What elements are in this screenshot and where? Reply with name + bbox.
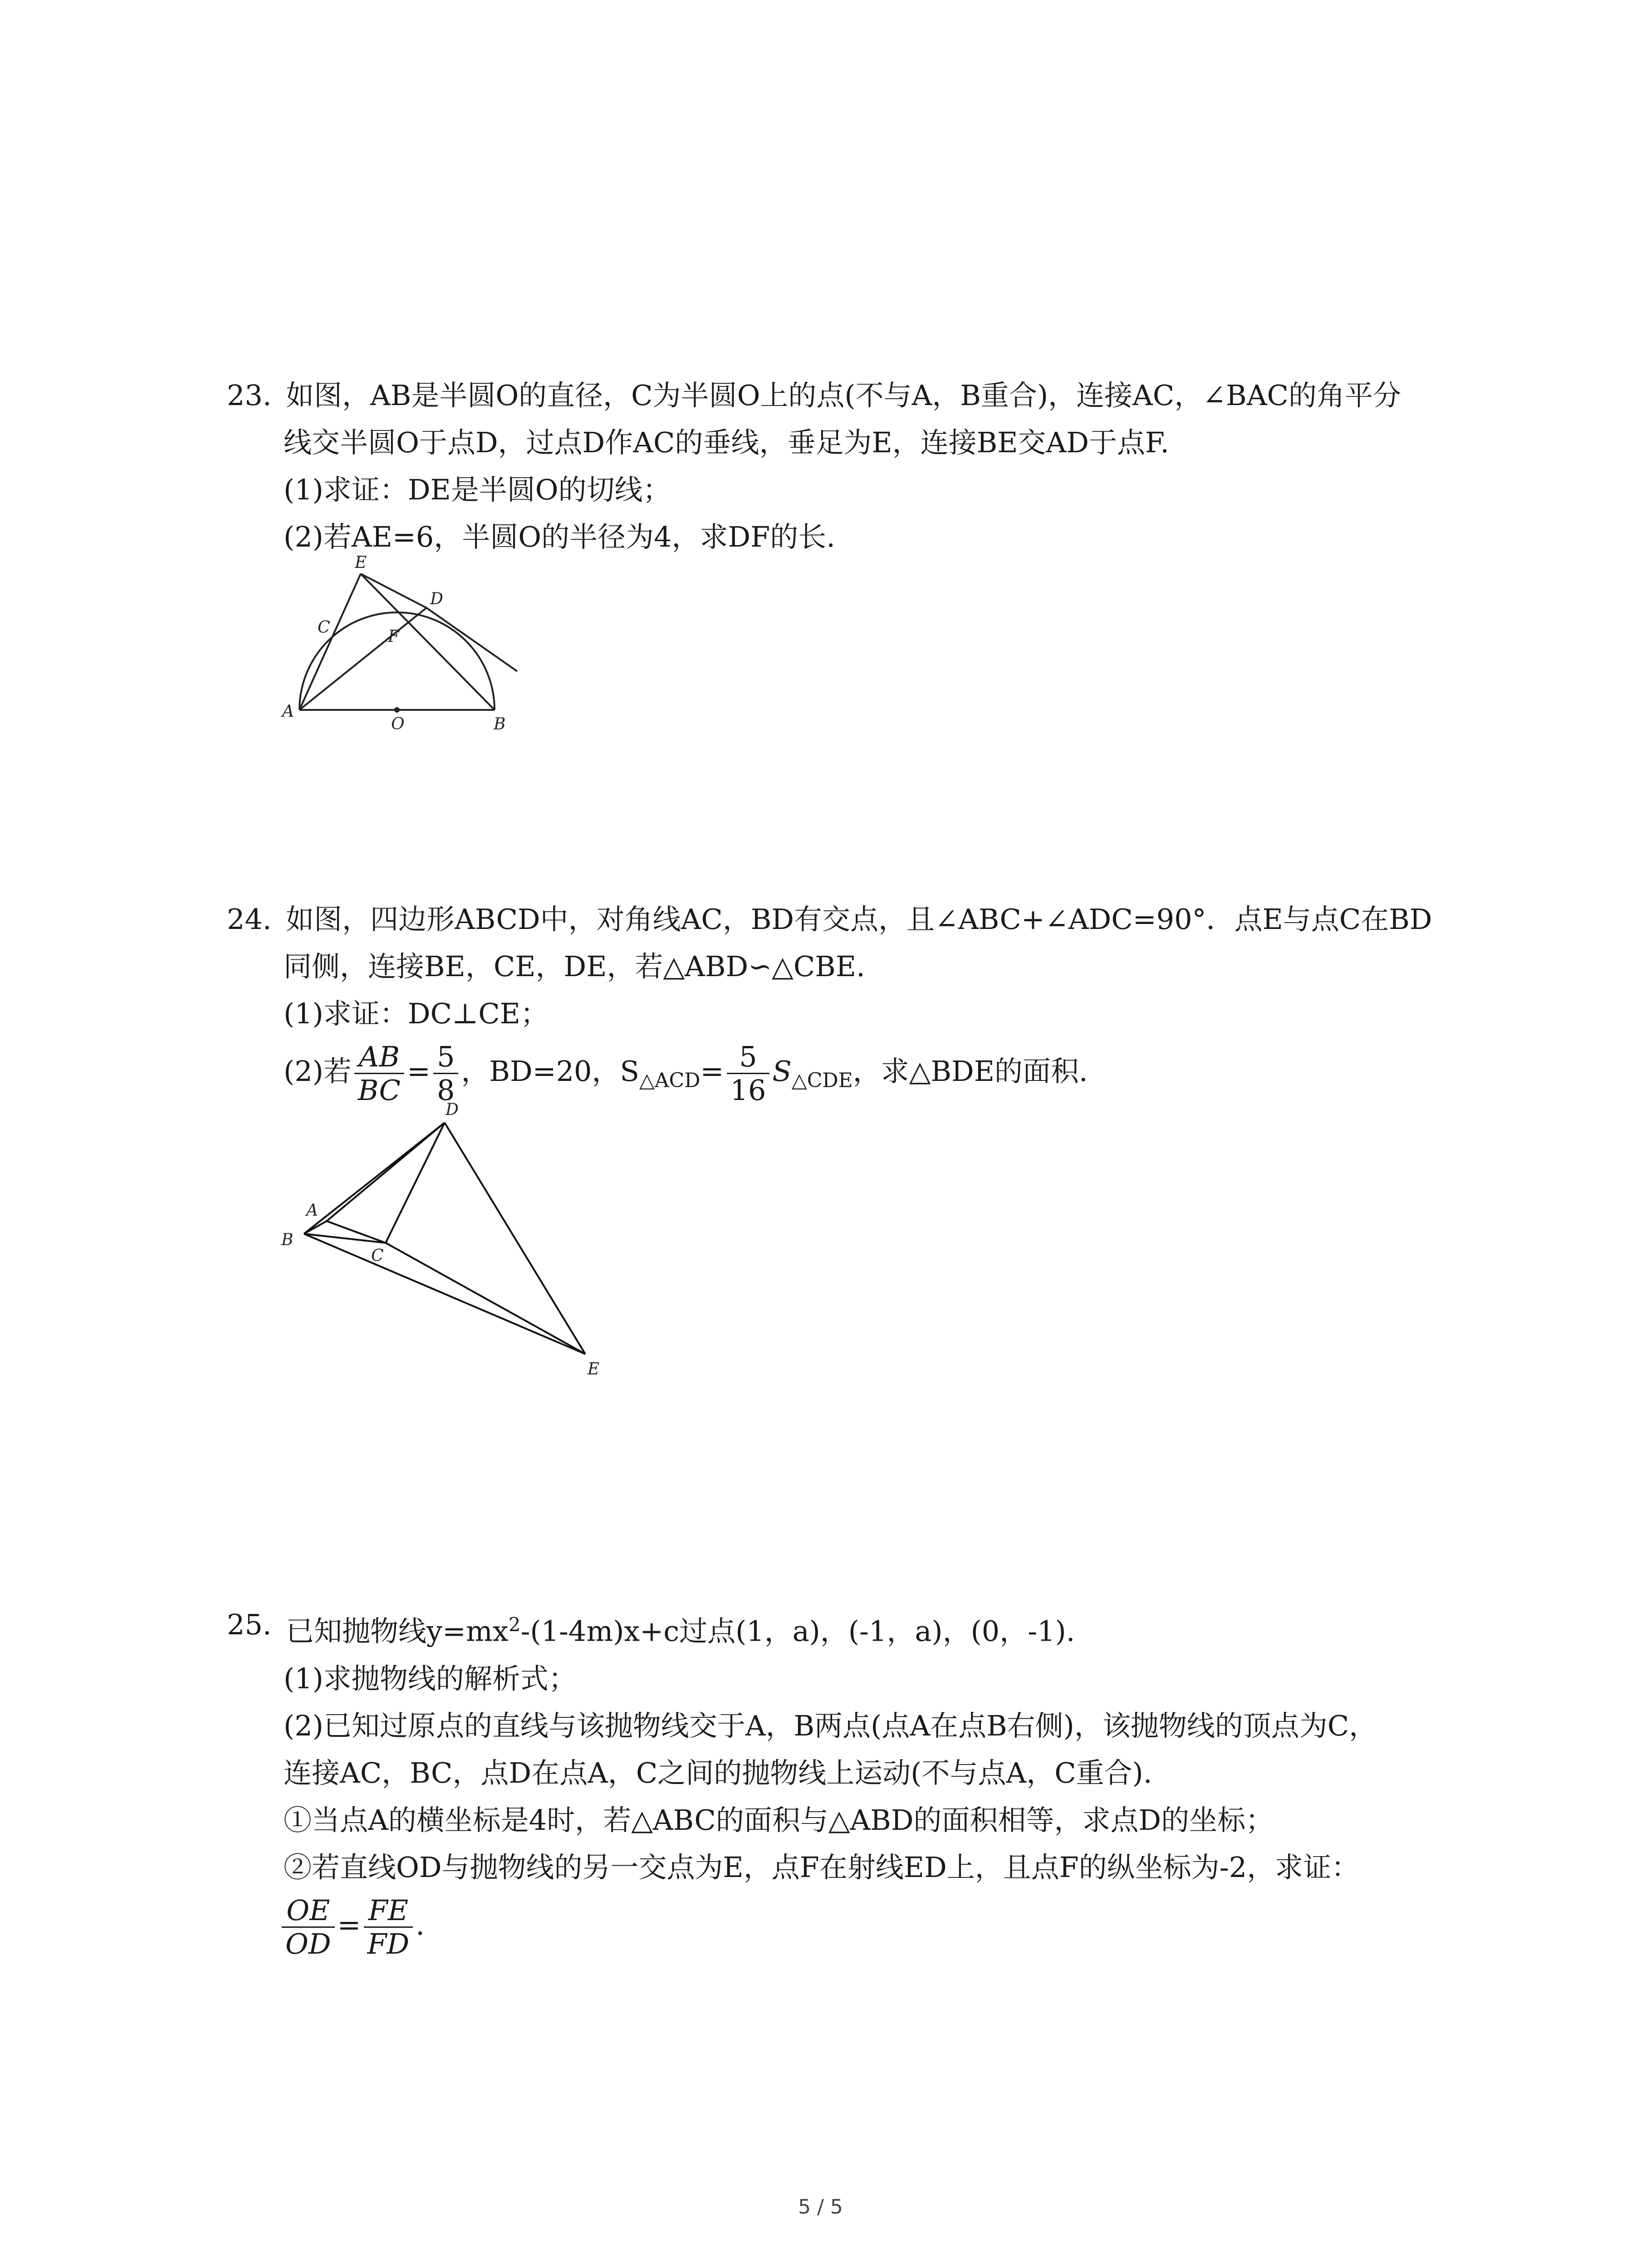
fraction-5-16 [727, 1041, 770, 1107]
sub-question-2: ②若直线OD与抛物线的另一交点为E，点F在射线ED上，且点F的纵坐标为-2，求证： [284, 1850, 1360, 1884]
question-part-1: (1)求证：DE是半圆O的切线； [284, 473, 671, 506]
question-part-2: (2)若AE=6，半圆O的半径为4，求DF的长. [284, 520, 835, 553]
fraction-oe-od [282, 1894, 335, 1960]
line-be [304, 1234, 585, 1354]
fraction-denominator: OD [285, 1927, 331, 1961]
label-o: O [391, 715, 405, 733]
fraction-numerator: OE [282, 1894, 335, 1928]
fraction-numerator: AB [354, 1041, 404, 1074]
line-ce [386, 1243, 585, 1354]
question-part-1: (1)求证：DC⊥CE； [284, 997, 549, 1030]
question-text-line: 同侧，连接BE，CE，DE，若△ABD∽△CBE. [284, 950, 865, 983]
line-ae [299, 574, 361, 710]
area-symbol: S [772, 1055, 792, 1088]
part-2-prefix: (2)若 [284, 1055, 352, 1088]
fraction-ab-bc [354, 1041, 404, 1107]
subscript-acd: △ACD [639, 1069, 700, 1092]
equals-sign: = [337, 1908, 361, 1941]
diagonal-bd [304, 1123, 445, 1234]
fraction-denominator: 16 [730, 1074, 766, 1107]
fraction-denominator: BC [358, 1074, 401, 1107]
label-a: A [282, 702, 294, 721]
part-2-tail: ，求△BDE的面积. [852, 1055, 1088, 1088]
figure-24-quadrilateral [268, 1102, 622, 1383]
fraction-fe-fd [364, 1894, 413, 1960]
question-number: 25. [227, 1608, 272, 1641]
page-number: 5 / 5 [798, 2195, 843, 2219]
question-text-line [286, 1601, 1452, 1655]
line-ed [361, 574, 426, 608]
question-number: 24. [227, 903, 272, 936]
sub-question-1: ①当点A的横坐标是4时，若△ABC的面积与△ABD的面积相等，求点D的坐标； [284, 1803, 1274, 1837]
equals-sign: = [700, 1055, 724, 1088]
fraction-denominator: FD [367, 1927, 410, 1961]
question-text-line: 如图，四边形ABCD中，对角线AC，BD有交点，且∠ABC+∠ADC=90°．点E与点C在BD [286, 903, 1432, 936]
exponent: 2 [508, 1613, 521, 1636]
question-part-1: (1)求抛物线的解析式； [284, 1662, 577, 1695]
label-e: E [588, 1360, 600, 1378]
equation-part-a: 已知抛物线y=mx [286, 1614, 509, 1648]
fraction-5-8 [433, 1041, 458, 1107]
label-b: B [281, 1231, 294, 1249]
label-d: D [446, 1102, 459, 1119]
fraction-numerator: 5 [727, 1041, 770, 1074]
figure-23-semicircle [272, 553, 544, 735]
fraction-numerator: FE [364, 1894, 413, 1928]
question-part-2 [284, 1037, 1452, 1105]
label-a: A [306, 1201, 318, 1220]
question-25 [227, 1601, 1452, 1959]
bd-text: ，BD=20，S [461, 1055, 639, 1088]
equation-part-b: -(1-4m)x+c过点(1，a)，(-1，a)，(0，-1). [520, 1614, 1075, 1648]
question-text-line: 如图，AB是半圆O的直径，C为半圆O上的点(不与A，B重合)，连接AC，∠BAC的角平分 [286, 379, 1401, 412]
tangent-extension [426, 608, 517, 671]
fraction-denominator: 8 [436, 1074, 455, 1107]
question-number: 23. [227, 379, 272, 412]
question-23 [227, 372, 1452, 561]
line-de [445, 1123, 585, 1354]
label-b: B [494, 715, 506, 733]
question-24 [227, 896, 1452, 1105]
subscript-cde: △CDE [791, 1069, 853, 1092]
question-text-line: 线交半圆O于点D，过点D作AC的垂线，垂足为E，连接BE交AD于点F. [284, 426, 1170, 459]
question-part-2: (2)已知过原点的直线与该抛物线交于A，B两点(点A在点B右侧)，该抛物线的顶点为C， [284, 1709, 1377, 1742]
question-part-2-continued: 连接AC，BC，点D在点A，C之间的抛物线上运动(不与点A，C重合). [284, 1756, 1152, 1789]
label-e: E [355, 553, 367, 572]
line-dc [386, 1123, 445, 1243]
proof-target [279, 1891, 1452, 1959]
center-point [394, 707, 400, 713]
label-c: C [371, 1246, 384, 1265]
period: . [416, 1908, 425, 1941]
equals-sign: = [407, 1055, 431, 1088]
label-d: D [430, 590, 443, 608]
label-c: C [318, 618, 330, 637]
label-f: F [388, 627, 399, 646]
fraction-numerator: 5 [433, 1041, 458, 1074]
